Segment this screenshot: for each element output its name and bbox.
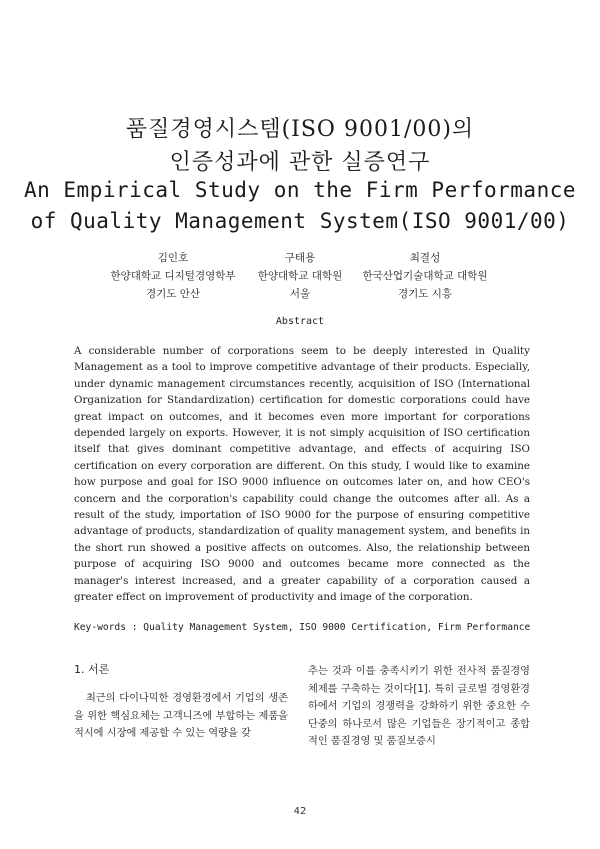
- title-korean-line2: 인증성과에 관한 실증연구: [169, 150, 431, 175]
- body-text-left-column: 최근의 다이나믹한 경영환경에서 기업의 생존을 위한 핵심요체는 고객니즈에 부합하는 제품을 적시에 시장에 제공할 수 있는 역량을 갖: [74, 693, 288, 740]
- abstract-heading: Abstract: [275, 316, 325, 327]
- author-name: 김인호: [157, 252, 189, 264]
- author-location: 경기도 안산: [145, 288, 201, 300]
- author-block-3: [330, 249, 520, 303]
- title-korean-line1: 품질경영시스템(ISO 9001/00)의: [125, 117, 475, 142]
- body-text-right-column: 추는 것과 이를 충족시키기 위한 전사적 품질경영체제를 구축하는 것이다[1]. 특히 글로벌 경영환경 하에서 기업의 경쟁력을 강화하기 위한 중요한 수단중의 하나로서 많은 기업들은 장기적이고 종합적인 품질경영 및 품질보증시: [308, 666, 530, 748]
- author-affiliation: 한양대학교 대학원: [257, 270, 343, 282]
- title-english-line2: of Quality Management System(ISO 9001/00): [30, 209, 570, 233]
- title-english-line1: An Empirical Study on the Firm Performance: [23, 178, 576, 202]
- author-location: 경기도 시흥: [397, 288, 453, 300]
- abstract-text: A considerable number of corporations seem to be deeply interested in Quality Management as a tool to improve competitive advantage of their products. Especially, under dynamic management circumstances recently, acquisition of ISO (International Organization for Standardization) certification for domestic corporations could have great impact on outcomes, and it becomes even more important for corporations depended largely on exports. However, it is not simply acquisition of ISO certification itself that gives dominant competitive advantage, and effects of acquiring ISO certification on every corporation are different. On this study, I would like to examine how purpose and goal for ISO 9000 influence on outcomes later on, and how CEO's concern and the corporation's capability could change the outcomes after all. As a result of the study, importation of ISO 9000 for the purpose of ensuring competitive advantage of products, standardization of quality management system, and benefits in the short run showed a positive affects on outcomes. Also, the relationship between purpose of acquiring ISO 9000 and outcomes became more connected as the manager's interest increased, and a greater capability of a corporation caused a greater effect on improvement of productivity and image of the corporation.: [74, 345, 530, 604]
- author-affiliation: 한양대학교 디지털경영학부: [110, 270, 236, 282]
- page-number: 42: [293, 806, 307, 817]
- keywords: Key-words : Quality Management System, ISO 9000 Certification, Firm Performance: [74, 622, 531, 633]
- section-heading: 1. 서론: [74, 663, 110, 676]
- author-name: 구태용: [284, 252, 316, 264]
- author-name: 최결성: [409, 252, 441, 264]
- author-location: 서울: [289, 288, 311, 300]
- author-affiliation: 한국산업기술대학교 대학원: [362, 270, 488, 282]
